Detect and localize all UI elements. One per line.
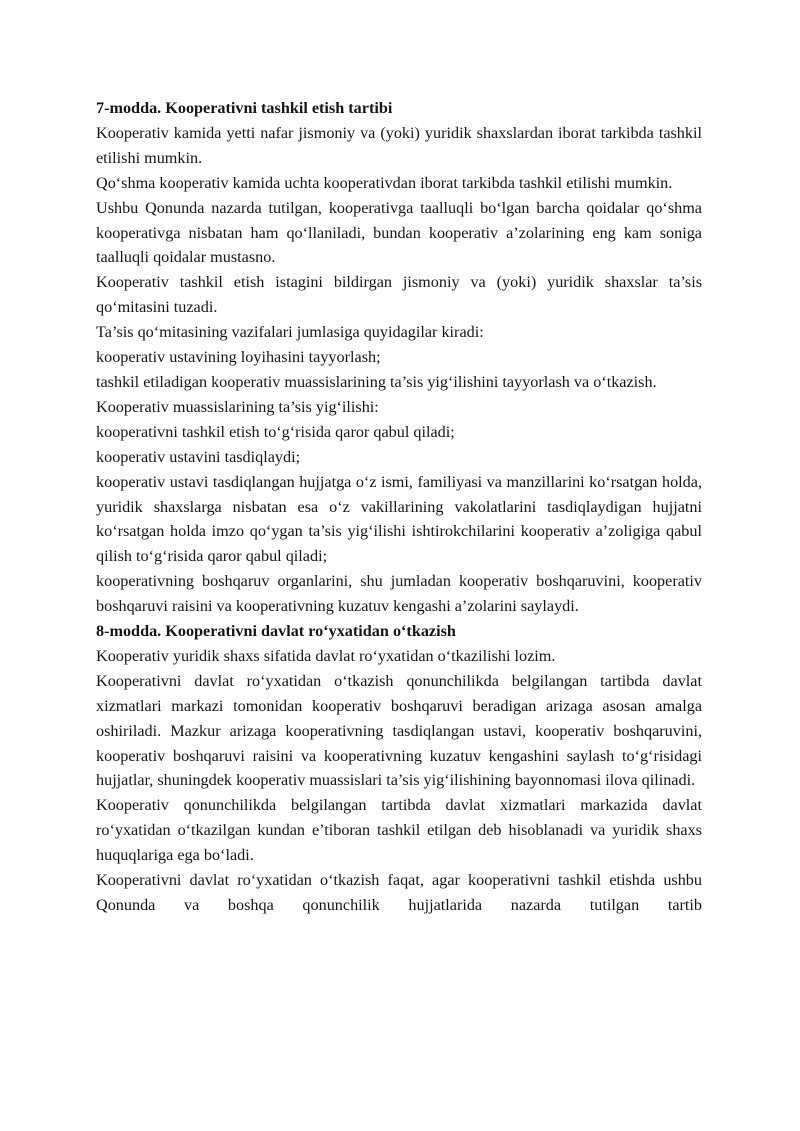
document-page (96, 96, 702, 918)
paragraph: Qo‘shma kooperativ kamida uchta kooperativdan iborat tarkibda tashkil etilishi mumkin. (96, 173, 673, 192)
list-item: kooperativ ustavi tasdiqlangan hujjatga o‘z ismi, familiyasi va manzillarini ko‘rsatgan holda, yuridik shaxslarga nisbatan esa o‘z vakillarining vakolatlarini tasdiqlaydigan hujjatni ko‘rsatgan holda imzo qo‘ygan ta’sis yig‘ilishi ishtirokchilarini kooperativ a’zoligiga qabul qilish to‘g‘risida qaror qabul qiladi; (96, 472, 702, 566)
article-7-heading: 7-modda. Kooperativni tashkil etish tartibi (96, 99, 393, 117)
paragraph: Ta’sis qo‘mitasining vazifalari jumlasiga quyidagilar kiradi: (96, 323, 484, 342)
paragraph: Kooperativ yuridik shaxs sifatida davlat ro‘yxatidan o‘tkazilishi lozim. (96, 646, 556, 665)
paragraph: Kooperativ kamida yetti nafar jismoniy va (yoki) yuridik shaxslardan iborat tarkibda tashkil etilishi mumkin. (96, 123, 702, 167)
paragraph: Kooperativni davlat ro‘yxatidan o‘tkazish qonunchilikda belgilangan tartibda davlat xizmatlari markazi tomonidan kooperativ boshqaruvi beradigan arizaga asosan amalga oshiriladi. Mazkur arizaga kooperativning tasdiqlangan ustavi, kooperativ boshqaruvini, kooperativ boshqaruvi raisini va kooperativning kuzatuv kengashini saylash to‘g‘risidagi hujjatlar, shuningdek kooperativ muassislari ta’sis yig‘ilishining bayonnomasi ilova qilinadi. (96, 671, 702, 790)
list-item: kooperativ ustavining loyihasini tayyorlash; (96, 348, 381, 367)
paragraph: Kooperativ qonunchilikda belgilangan tartibda davlat xizmatlari markazida davlat ro‘yxatidan o‘tkazilgan kundan e’tiboran tashkil etilgan deb hisoblanadi va yuridik shaxs huquqlariga ega bo‘ladi. (96, 796, 702, 865)
list-item: tashkil etiladigan kooperativ muassislarining ta’sis yig‘ilishini tayyorlash va o‘tkazish. (96, 372, 657, 391)
paragraph: Kooperativni davlat ro‘yxatidan o‘tkazish faqat, agar kooperativni tashkil etishda ushbu Qonunda va boshqa qonunchilik hujjatlarida nazarda tutilgan tartib (96, 871, 702, 914)
list-item: kooperativ ustavini tasdiqlaydi; (96, 447, 301, 466)
paragraph: Kooperativ tashkil etish istagini bildirgan jismoniy va (yoki) yuridik shaxslar ta’sis qo‘mitasini tuzadi. (96, 273, 702, 317)
list-item: kooperativning boshqaruv organlarini, shu jumladan kooperativ boshqaruvini, kooperativ boshqaruvi raisini va kooperativning kuzatuv kengashi a’zolarini saylaydi. (96, 572, 702, 616)
paragraph: Kooperativ muassislarining ta’sis yig‘ilishi: (96, 397, 379, 416)
article-8-heading: 8-modda. Kooperativni davlat ro‘yxatidan o‘tkazish (96, 622, 456, 641)
paragraph: Ushbu Qonunda nazarda tutilgan, kooperativga taalluqli bo‘lgan barcha qoidalar qo‘shma kooperativga nisbatan ham qo‘llaniladi, bundan kooperativ a’zolarining eng kam soniga taalluqli qoidalar mustasno. (96, 198, 702, 267)
list-item: kooperativni tashkil etish to‘g‘risida qaror qabul qiladi; (96, 422, 455, 441)
